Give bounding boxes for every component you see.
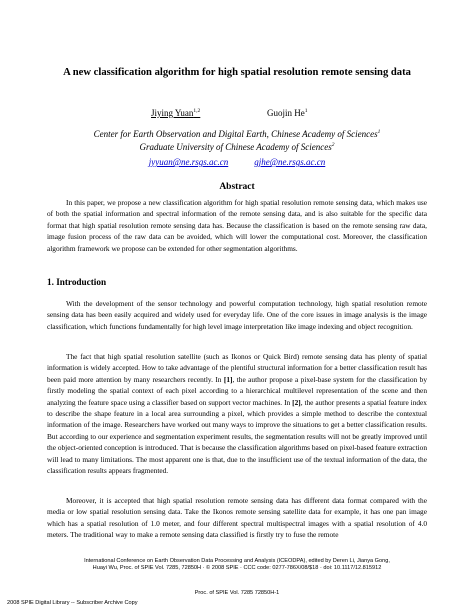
author-list [0, 106, 474, 120]
email-link-2[interactable]: gjhe@ne.rsgs.ac.cn [254, 157, 326, 167]
citation-1[interactable]: [1] [223, 374, 233, 384]
conference-info-line-1: International Conference on Earth Observation Data Processing and Analysis (ICEODPA), edited by Deren Li, Jianya Gong, [84, 558, 390, 564]
author-1 [151, 106, 200, 120]
section-heading-introduction: 1. Introduction [47, 277, 107, 287]
intro-paragraph-2-part-c: , the author presents a spatial feature index to describe the shape feature in a local area surrounding a pixel, which provides a simple method to describe the contextual information of the image. Researchers have worked out many ways to improve the situations to get a better classification results. But according to our experience and segmentation experiment results, the segmentation results will not be greatly improved until the object-oriented conception is introduced. That is because the classification algorithms based on pixel-based feature extraction will lead to many limitations. The most apparent one is that, due to the insufficient use of the textual information of the data, the classification results appears fragmented. [47, 397, 427, 476]
author-1-name: Jiying Yuan [151, 108, 194, 118]
author-emails [0, 156, 474, 168]
intro-paragraph-2-part-a: The fact that high spatial resolution satellite (such as Ikonos or Quick Bird) remote sensing data has plenty of spatial information is widely accepted. How to take advantage of the plentiful structural information for a better classification result has been paid more attention by many researchers recently. In [47, 352, 427, 384]
intro-paragraph-2-part-b: , the author propose a pixel-base system for the classification by firstly modeling the spatial context of each pixel according to a hierarchical multilevel representation of the scene and then analyzing the feature space using a classifier based on support vector machines. In [47, 374, 427, 407]
email-link-1[interactable]: jyyuan@ne.rsgs.ac.cn [148, 157, 229, 167]
paper-title: A new classification algorithm for high spatial resolution remote sensing data [63, 67, 411, 78]
conference-info-line-2: Huayi Wu, Proc. of SPIE Vol. 7285, 72850H · © 2008 SPIE · CCC code: 0277-786X/08/$18 · doi: 10.1117/12.815912 [92, 565, 382, 571]
author-1-affil-marker: 1,2 [193, 108, 201, 114]
affiliation-2-text: Graduate University of Chinese Academy of Sciences [139, 142, 332, 152]
author-2-affil-marker: 1 [304, 108, 308, 114]
page-reference: Proc. of SPIE Vol. 7285 72850H-1 [194, 590, 280, 596]
intro-paragraph-3: Moreover, it is accepted that high spatial resolution remote sensing data has different data format compared with the media or low spatial resolution sensing data. Take the Ikonos remote sensing satellite data for example, it has one pan image which has a spatial resolution of 1.0 meter, and four different spectral multispectral images with a spatial resolution of 4.0 meters. The traditional way to make a remote sensing data classified is firstly try to fuse the remote [47, 496, 427, 540]
author-2-name: Guojin He [267, 108, 305, 118]
author-2 [267, 106, 308, 120]
affiliation-2 [0, 141, 474, 153]
affiliation-2-marker: 2 [331, 142, 335, 148]
citation-2[interactable]: [2] [292, 397, 301, 407]
affiliation-1-marker: 1 [377, 129, 381, 135]
intro-paragraph-1: With the development of the sensor technology and powerful computation technology, high spatial resolution remote sensing data has been easily acquired and widely used for everyday life. One of the core issues in image analysis is the image classification, which functions fundamentally for high level image interpretation like image indexing and object recognition. [47, 299, 427, 331]
abstract-heading: Abstract [219, 182, 255, 192]
affiliation-1-text: Center for Earth Observation and Digital Earth, Chinese Academy of Sciences [93, 129, 378, 139]
abstract-paragraph: In this paper, we propose a new classification algorithm for high spatial resolution remote sensing data, which makes use of both the spatial information and spectral information of the remote sensing data, and is also suitable for the specific data format that high spatial resolution remote sensing data has. Because the classification is based on the remote sensing raw data, image fusion process of the raw data can be avoided, which will lower the computational cost. Moreover, the classification algorithm framework we propose can be extended for other segmentation algorithms. [47, 198, 427, 253]
archive-notice: 2008 SPIE Digital Library -- Subscriber Archive Copy [7, 600, 138, 606]
intro-paragraph-2 [47, 351, 427, 476]
affiliation-1 [0, 128, 474, 140]
